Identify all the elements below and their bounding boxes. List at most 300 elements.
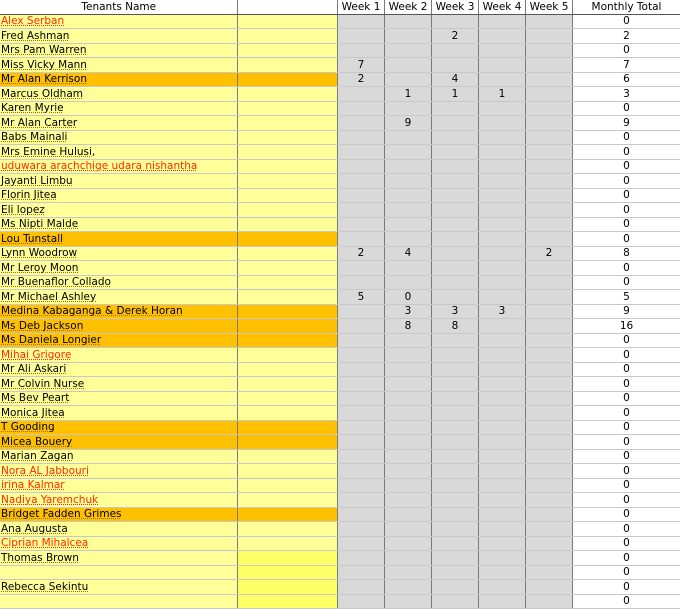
week-4-cell[interactable] <box>478 188 525 203</box>
monthly-total-cell[interactable]: 0 <box>572 377 680 392</box>
tenant-name-cell[interactable]: Ms Bev Peart <box>0 391 237 406</box>
week-4-cell[interactable] <box>478 261 525 276</box>
week-1-cell[interactable] <box>337 333 384 348</box>
week-3-cell[interactable] <box>431 507 478 522</box>
week-5-cell[interactable] <box>525 159 572 174</box>
monthly-total-cell[interactable]: 9 <box>572 116 680 131</box>
week-4-cell[interactable] <box>478 232 525 247</box>
week-2-cell[interactable] <box>384 580 431 595</box>
monthly-total-cell[interactable]: 0 <box>572 551 680 566</box>
blank-cell[interactable] <box>237 420 337 435</box>
tenant-name-cell[interactable]: Mihai Grigore <box>0 348 237 363</box>
week-2-cell[interactable] <box>384 203 431 218</box>
week-3-cell[interactable]: 1 <box>431 87 478 102</box>
week-2-cell[interactable] <box>384 464 431 479</box>
tenant-name-cell[interactable]: Fred Ashman <box>0 29 237 44</box>
week-1-cell[interactable] <box>337 261 384 276</box>
week-3-cell[interactable] <box>431 58 478 73</box>
tenant-name-cell[interactable]: Micea Bouery <box>0 435 237 450</box>
week-2-cell[interactable] <box>384 232 431 247</box>
monthly-total-cell[interactable]: 0 <box>572 43 680 58</box>
week-4-cell[interactable] <box>478 116 525 131</box>
monthly-total-cell[interactable]: 0 <box>572 348 680 363</box>
week-1-cell[interactable] <box>337 130 384 145</box>
week-4-cell[interactable] <box>478 464 525 479</box>
blank-cell[interactable] <box>237 101 337 116</box>
monthly-total-cell[interactable]: 0 <box>572 101 680 116</box>
week-3-cell[interactable] <box>431 362 478 377</box>
week-3-cell[interactable] <box>431 565 478 580</box>
week-1-cell[interactable] <box>337 362 384 377</box>
tenant-name-cell[interactable]: Lou Tunstall <box>0 232 237 247</box>
week-5-cell[interactable] <box>525 580 572 595</box>
week-5-cell[interactable] <box>525 58 572 73</box>
week-3-cell[interactable]: 2 <box>431 29 478 44</box>
monthly-total-cell[interactable]: 3 <box>572 87 680 102</box>
monthly-total-cell[interactable]: 0 <box>572 362 680 377</box>
week-1-cell[interactable] <box>337 536 384 551</box>
monthly-total-cell[interactable]: 0 <box>572 333 680 348</box>
blank-cell[interactable] <box>237 536 337 551</box>
monthly-total-cell[interactable]: 0 <box>572 565 680 580</box>
week-1-cell[interactable] <box>337 188 384 203</box>
monthly-total-cell[interactable]: 0 <box>572 232 680 247</box>
blank-cell[interactable] <box>237 319 337 334</box>
week-2-cell[interactable] <box>384 174 431 189</box>
week-2-cell[interactable] <box>384 188 431 203</box>
week-2-cell[interactable] <box>384 348 431 363</box>
header-week-1[interactable]: Week 1 <box>337 0 384 14</box>
tenant-name-cell[interactable]: Rebecca Sekintu <box>0 580 237 595</box>
tenant-name-cell[interactable]: Ms Deb Jackson <box>0 319 237 334</box>
week-1-cell[interactable]: 2 <box>337 246 384 261</box>
tenant-name-cell[interactable]: Monica Jitea <box>0 406 237 421</box>
week-3-cell[interactable]: 4 <box>431 72 478 87</box>
week-3-cell[interactable] <box>431 536 478 551</box>
week-2-cell[interactable] <box>384 29 431 44</box>
week-3-cell[interactable] <box>431 420 478 435</box>
tenant-name-cell[interactable]: Marcus Oldham <box>0 87 237 102</box>
week-1-cell[interactable] <box>337 348 384 363</box>
week-2-cell[interactable] <box>384 565 431 580</box>
tenant-name-cell[interactable]: Mrs Pam Warren <box>0 43 237 58</box>
header-week-4[interactable]: Week 4 <box>478 0 525 14</box>
blank-cell[interactable] <box>237 493 337 508</box>
week-4-cell[interactable] <box>478 406 525 421</box>
week-5-cell[interactable] <box>525 217 572 232</box>
blank-cell[interactable] <box>237 478 337 493</box>
tenant-name-cell[interactable]: Nadiya Yaremchuk <box>0 493 237 508</box>
week-1-cell[interactable] <box>337 449 384 464</box>
monthly-total-cell[interactable]: 0 <box>572 203 680 218</box>
blank-cell[interactable] <box>237 217 337 232</box>
week-4-cell[interactable] <box>478 14 525 29</box>
monthly-total-cell[interactable]: 0 <box>572 188 680 203</box>
monthly-total-cell[interactable]: 0 <box>572 449 680 464</box>
week-3-cell[interactable] <box>431 333 478 348</box>
blank-cell[interactable] <box>237 565 337 580</box>
week-1-cell[interactable] <box>337 493 384 508</box>
week-5-cell[interactable] <box>525 362 572 377</box>
week-1-cell[interactable] <box>337 580 384 595</box>
week-3-cell[interactable] <box>431 43 478 58</box>
week-5-cell[interactable] <box>525 304 572 319</box>
week-2-cell[interactable] <box>384 536 431 551</box>
week-1-cell[interactable] <box>337 275 384 290</box>
week-5-cell[interactable] <box>525 275 572 290</box>
week-2-cell[interactable] <box>384 391 431 406</box>
week-2-cell[interactable] <box>384 217 431 232</box>
week-1-cell[interactable] <box>337 29 384 44</box>
week-4-cell[interactable] <box>478 522 525 537</box>
blank-cell[interactable] <box>237 333 337 348</box>
week-4-cell[interactable] <box>478 203 525 218</box>
week-5-cell[interactable] <box>525 319 572 334</box>
tenant-name-cell[interactable]: Lynn Woodrow <box>0 246 237 261</box>
week-5-cell[interactable] <box>525 130 572 145</box>
week-5-cell[interactable] <box>525 391 572 406</box>
week-4-cell[interactable]: 3 <box>478 304 525 319</box>
blank-cell[interactable] <box>237 159 337 174</box>
week-4-cell[interactable] <box>478 174 525 189</box>
week-2-cell[interactable] <box>384 261 431 276</box>
header-blank[interactable] <box>237 0 337 14</box>
week-1-cell[interactable] <box>337 377 384 392</box>
week-1-cell[interactable] <box>337 594 384 609</box>
week-2-cell[interactable] <box>384 159 431 174</box>
week-5-cell[interactable] <box>525 536 572 551</box>
week-3-cell[interactable] <box>431 435 478 450</box>
monthly-total-cell[interactable]: 5 <box>572 290 680 305</box>
tenant-name-cell[interactable]: Alex Serban <box>0 14 237 29</box>
tenant-name-cell[interactable]: Marian Zagan <box>0 449 237 464</box>
week-5-cell[interactable] <box>525 493 572 508</box>
week-5-cell[interactable] <box>525 261 572 276</box>
week-2-cell[interactable] <box>384 101 431 116</box>
tenant-name-cell[interactable]: uduwara arachchige udara nishantha <box>0 159 237 174</box>
week-5-cell[interactable] <box>525 188 572 203</box>
week-3-cell[interactable] <box>431 478 478 493</box>
week-4-cell[interactable] <box>478 333 525 348</box>
monthly-total-cell[interactable]: 0 <box>572 159 680 174</box>
tenant-name-cell[interactable]: Babs Mainali <box>0 130 237 145</box>
tenant-name-cell[interactable]: Medina Kabaganga & Derek Horan <box>0 304 237 319</box>
blank-cell[interactable] <box>237 29 337 44</box>
week-4-cell[interactable] <box>478 377 525 392</box>
week-2-cell[interactable]: 9 <box>384 116 431 131</box>
blank-cell[interactable] <box>237 72 337 87</box>
week-1-cell[interactable] <box>337 232 384 247</box>
week-4-cell[interactable] <box>478 449 525 464</box>
week-4-cell[interactable] <box>478 29 525 44</box>
week-5-cell[interactable] <box>525 406 572 421</box>
blank-cell[interactable] <box>237 58 337 73</box>
week-3-cell[interactable] <box>431 580 478 595</box>
week-2-cell[interactable] <box>384 507 431 522</box>
monthly-total-cell[interactable]: 0 <box>572 217 680 232</box>
tenant-name-cell[interactable]: Mr Alan Carter <box>0 116 237 131</box>
week-3-cell[interactable] <box>431 290 478 305</box>
week-4-cell[interactable] <box>478 362 525 377</box>
blank-cell[interactable] <box>237 464 337 479</box>
tenant-name-cell[interactable]: Karen Myrie <box>0 101 237 116</box>
week-5-cell[interactable] <box>525 145 572 160</box>
monthly-total-cell[interactable]: 0 <box>572 420 680 435</box>
tenant-name-cell[interactable] <box>0 565 237 580</box>
week-4-cell[interactable] <box>478 478 525 493</box>
blank-cell[interactable] <box>237 246 337 261</box>
week-4-cell[interactable] <box>478 565 525 580</box>
week-5-cell[interactable] <box>525 435 572 450</box>
week-2-cell[interactable] <box>384 362 431 377</box>
week-4-cell[interactable] <box>478 435 525 450</box>
week-3-cell[interactable] <box>431 217 478 232</box>
week-3-cell[interactable] <box>431 174 478 189</box>
week-3-cell[interactable] <box>431 594 478 609</box>
monthly-total-cell[interactable]: 0 <box>572 536 680 551</box>
week-4-cell[interactable] <box>478 275 525 290</box>
week-2-cell[interactable] <box>384 420 431 435</box>
tenant-name-cell[interactable]: Mr Michael Ashley <box>0 290 237 305</box>
week-1-cell[interactable] <box>337 203 384 218</box>
monthly-total-cell[interactable]: 0 <box>572 174 680 189</box>
blank-cell[interactable] <box>237 87 337 102</box>
week-5-cell[interactable] <box>525 232 572 247</box>
tenant-name-cell[interactable]: Mr Colvin Nurse <box>0 377 237 392</box>
monthly-total-cell[interactable]: 0 <box>572 130 680 145</box>
week-1-cell[interactable] <box>337 507 384 522</box>
week-3-cell[interactable] <box>431 377 478 392</box>
week-1-cell[interactable] <box>337 406 384 421</box>
week-5-cell[interactable] <box>525 43 572 58</box>
monthly-total-cell[interactable]: 0 <box>572 594 680 609</box>
week-4-cell[interactable] <box>478 43 525 58</box>
header-week-3[interactable]: Week 3 <box>431 0 478 14</box>
blank-cell[interactable] <box>237 377 337 392</box>
week-5-cell[interactable] <box>525 565 572 580</box>
week-5-cell[interactable] <box>525 464 572 479</box>
week-1-cell[interactable] <box>337 116 384 131</box>
week-3-cell[interactable] <box>431 14 478 29</box>
monthly-total-cell[interactable]: 9 <box>572 304 680 319</box>
monthly-total-cell[interactable]: 0 <box>572 406 680 421</box>
blank-cell[interactable] <box>237 522 337 537</box>
week-1-cell[interactable] <box>337 43 384 58</box>
monthly-total-cell[interactable]: 0 <box>572 522 680 537</box>
week-5-cell[interactable] <box>525 174 572 189</box>
week-5-cell[interactable] <box>525 87 572 102</box>
blank-cell[interactable] <box>237 290 337 305</box>
tenant-name-cell[interactable]: Ms Daniela Longier <box>0 333 237 348</box>
tenant-name-cell[interactable]: Thomas Brown <box>0 551 237 566</box>
blank-cell[interactable] <box>237 362 337 377</box>
week-3-cell[interactable] <box>431 145 478 160</box>
week-3-cell[interactable]: 8 <box>431 319 478 334</box>
week-2-cell[interactable] <box>384 275 431 290</box>
week-5-cell[interactable] <box>525 14 572 29</box>
week-2-cell[interactable]: 8 <box>384 319 431 334</box>
header-monthly-total[interactable]: Monthly Total <box>572 0 680 14</box>
tenant-name-cell[interactable]: Nora AL Jabbouri <box>0 464 237 479</box>
blank-cell[interactable] <box>237 130 337 145</box>
header-week-5[interactable]: Week 5 <box>525 0 572 14</box>
tenant-name-cell[interactable]: Mr Leroy Moon <box>0 261 237 276</box>
blank-cell[interactable] <box>237 507 337 522</box>
tenant-name-cell[interactable]: Eli lopez <box>0 203 237 218</box>
week-2-cell[interactable] <box>384 478 431 493</box>
week-2-cell[interactable] <box>384 435 431 450</box>
week-4-cell[interactable] <box>478 101 525 116</box>
blank-cell[interactable] <box>237 348 337 363</box>
week-2-cell[interactable]: 3 <box>384 304 431 319</box>
week-1-cell[interactable] <box>337 174 384 189</box>
tenant-name-cell[interactable]: Miss Vicky Mann <box>0 58 237 73</box>
week-3-cell[interactable] <box>431 406 478 421</box>
week-4-cell[interactable] <box>478 391 525 406</box>
monthly-total-cell[interactable]: 8 <box>572 246 680 261</box>
week-1-cell[interactable]: 5 <box>337 290 384 305</box>
header-tenants-name[interactable]: Tenants Name <box>0 0 237 14</box>
week-5-cell[interactable] <box>525 594 572 609</box>
week-4-cell[interactable] <box>478 536 525 551</box>
week-3-cell[interactable] <box>431 203 478 218</box>
week-4-cell[interactable] <box>478 507 525 522</box>
blank-cell[interactable] <box>237 261 337 276</box>
week-2-cell[interactable]: 4 <box>384 246 431 261</box>
blank-cell[interactable] <box>237 188 337 203</box>
week-3-cell[interactable] <box>431 232 478 247</box>
week-2-cell[interactable] <box>384 594 431 609</box>
tenant-name-cell[interactable]: T Gooding <box>0 420 237 435</box>
monthly-total-cell[interactable]: 0 <box>572 275 680 290</box>
week-5-cell[interactable] <box>525 377 572 392</box>
week-2-cell[interactable] <box>384 333 431 348</box>
monthly-total-cell[interactable]: 0 <box>572 435 680 450</box>
week-3-cell[interactable] <box>431 275 478 290</box>
week-5-cell[interactable] <box>525 348 572 363</box>
week-3-cell[interactable]: 3 <box>431 304 478 319</box>
tenant-name-cell[interactable]: Jayanti Limbu <box>0 174 237 189</box>
week-1-cell[interactable] <box>337 159 384 174</box>
week-4-cell[interactable] <box>478 290 525 305</box>
week-1-cell[interactable] <box>337 522 384 537</box>
week-1-cell[interactable] <box>337 420 384 435</box>
monthly-total-cell[interactable]: 0 <box>572 580 680 595</box>
week-2-cell[interactable]: 0 <box>384 290 431 305</box>
tenant-name-cell[interactable]: Florin Jitea <box>0 188 237 203</box>
week-4-cell[interactable] <box>478 493 525 508</box>
week-3-cell[interactable] <box>431 188 478 203</box>
week-1-cell[interactable] <box>337 478 384 493</box>
blank-cell[interactable] <box>237 174 337 189</box>
week-5-cell[interactable] <box>525 116 572 131</box>
week-2-cell[interactable]: 1 <box>384 87 431 102</box>
week-1-cell[interactable] <box>337 145 384 160</box>
week-2-cell[interactable] <box>384 72 431 87</box>
week-5-cell[interactable] <box>525 72 572 87</box>
blank-cell[interactable] <box>237 14 337 29</box>
monthly-total-cell[interactable]: 0 <box>572 261 680 276</box>
week-3-cell[interactable] <box>431 246 478 261</box>
monthly-total-cell[interactable]: 0 <box>572 145 680 160</box>
week-5-cell[interactable] <box>525 478 572 493</box>
week-1-cell[interactable] <box>337 391 384 406</box>
week-2-cell[interactable] <box>384 493 431 508</box>
monthly-total-cell[interactable]: 6 <box>572 72 680 87</box>
week-4-cell[interactable]: 1 <box>478 87 525 102</box>
tenant-name-cell[interactable]: Ciprian Mihalcea <box>0 536 237 551</box>
tenant-name-cell[interactable]: Mr Alan Kerrison <box>0 72 237 87</box>
week-4-cell[interactable] <box>478 348 525 363</box>
week-5-cell[interactable]: 2 <box>525 246 572 261</box>
week-4-cell[interactable] <box>478 58 525 73</box>
monthly-total-cell[interactable]: 16 <box>572 319 680 334</box>
week-4-cell[interactable] <box>478 580 525 595</box>
week-4-cell[interactable] <box>478 72 525 87</box>
blank-cell[interactable] <box>237 580 337 595</box>
week-4-cell[interactable] <box>478 319 525 334</box>
week-4-cell[interactable] <box>478 420 525 435</box>
blank-cell[interactable] <box>237 406 337 421</box>
blank-cell[interactable] <box>237 275 337 290</box>
week-1-cell[interactable] <box>337 435 384 450</box>
week-5-cell[interactable] <box>525 101 572 116</box>
week-3-cell[interactable] <box>431 464 478 479</box>
tenant-name-cell[interactable]: irina Kalmar <box>0 478 237 493</box>
monthly-total-cell[interactable]: 0 <box>572 14 680 29</box>
week-1-cell[interactable]: 2 <box>337 72 384 87</box>
blank-cell[interactable] <box>237 304 337 319</box>
blank-cell[interactable] <box>237 116 337 131</box>
tenant-name-cell[interactable]: Mr Ali Askari <box>0 362 237 377</box>
week-2-cell[interactable] <box>384 377 431 392</box>
tenant-name-cell[interactable]: Ana Augusta <box>0 522 237 537</box>
week-5-cell[interactable] <box>525 449 572 464</box>
week-2-cell[interactable] <box>384 406 431 421</box>
week-3-cell[interactable] <box>431 522 478 537</box>
week-3-cell[interactable] <box>431 130 478 145</box>
blank-cell[interactable] <box>237 449 337 464</box>
week-2-cell[interactable] <box>384 449 431 464</box>
week-2-cell[interactable] <box>384 58 431 73</box>
week-2-cell[interactable] <box>384 43 431 58</box>
monthly-total-cell[interactable]: 0 <box>572 507 680 522</box>
week-2-cell[interactable] <box>384 145 431 160</box>
tenant-name-cell[interactable]: Mrs Emine Hulusi, <box>0 145 237 160</box>
blank-cell[interactable] <box>237 203 337 218</box>
week-3-cell[interactable] <box>431 101 478 116</box>
week-5-cell[interactable] <box>525 507 572 522</box>
week-1-cell[interactable] <box>337 14 384 29</box>
header-week-2[interactable]: Week 2 <box>384 0 431 14</box>
monthly-total-cell[interactable]: 0 <box>572 493 680 508</box>
week-3-cell[interactable] <box>431 261 478 276</box>
monthly-total-cell[interactable]: 0 <box>572 391 680 406</box>
week-1-cell[interactable] <box>337 565 384 580</box>
week-5-cell[interactable] <box>525 29 572 44</box>
tenant-name-cell[interactable]: Mr Buenaflor Collado <box>0 275 237 290</box>
week-4-cell[interactable] <box>478 594 525 609</box>
monthly-total-cell[interactable]: 7 <box>572 58 680 73</box>
blank-cell[interactable] <box>237 391 337 406</box>
blank-cell[interactable] <box>237 43 337 58</box>
week-1-cell[interactable] <box>337 101 384 116</box>
week-3-cell[interactable] <box>431 449 478 464</box>
week-4-cell[interactable] <box>478 246 525 261</box>
week-3-cell[interactable] <box>431 391 478 406</box>
week-4-cell[interactable] <box>478 145 525 160</box>
week-1-cell[interactable] <box>337 464 384 479</box>
